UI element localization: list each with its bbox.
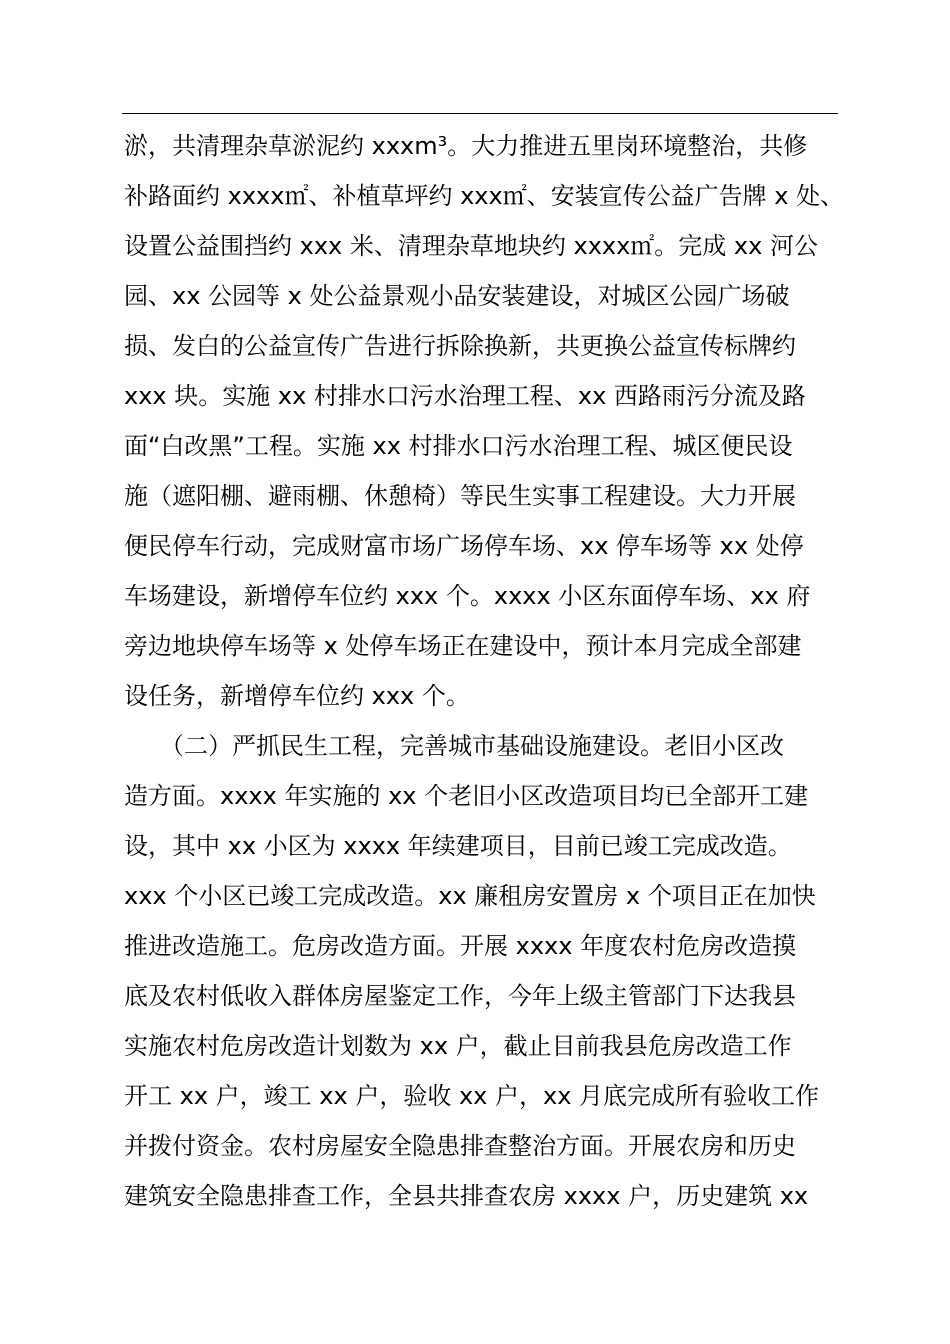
header-rule xyxy=(122,113,838,114)
text-line: 底及农村低收入群体房屋鉴定工作，今年上级主管部门下达我县 xyxy=(124,982,796,1010)
text-line: 损、发白的公益宣传广告进行拆除换新，共更换公益宣传标牌约 xyxy=(124,332,796,360)
text-line: 设，其中 xx 小区为 xxxx 年续建项目，目前已竣工完成改造。 xyxy=(124,832,792,860)
text-line: 并拨付资金。农村房屋安全隐患排查整治方面。开展农房和历史 xyxy=(124,1132,796,1160)
text-line: 设任务，新增停车位约 xxx 个。 xyxy=(124,682,470,710)
text-line: 施（遮阳棚、避雨棚、休憩椅）等民生实事工程建设。大力开展 xyxy=(124,482,796,510)
text-line: 推进改造施工。危房改造方面。开展 xxxx 年度农村危房改造摸 xyxy=(124,932,797,960)
text-line: 开工 xx 户，竣工 xx 户，验收 xx 户，xx 月底完成所有验收工作 xyxy=(124,1082,820,1110)
text-line: 实施农村危房改造计划数为 xx 户，截止目前我县危房改造工作 xyxy=(124,1032,792,1060)
text-line: 建筑安全隐患排查工作，全县共排查农房 xxxx 户，历史建筑 xx xyxy=(124,1182,809,1210)
text-line: 车场建设，新增停车位约 xxx 个。xxxx 小区东面停车场、xx 府 xyxy=(124,582,811,610)
text-line: 便民停车行动，完成财富市场广场停车场、xx 停车场等 xx 处停 xyxy=(124,532,804,560)
text-line: 补路面约 xxxx㎡、补植草坪约 xxx㎡、安装宣传公益广告牌 x 处、 xyxy=(124,182,845,210)
text-line: xxx 块。实施 xx 村排水口污水治理工程、xx 西路雨污分流及路 xyxy=(124,382,806,410)
text-line: 旁边地块停车场等 x 处停车场正在建设中，预计本月完成全部建 xyxy=(124,632,802,660)
text-line: 面“白改黑”工程。实施 xx 村排水口污水治理工程、城区便民设 xyxy=(124,432,793,460)
text-line: xxx 个小区已竣工完成改造。xx 廉租房安置房 x 个项目正在加快 xyxy=(124,882,816,910)
text-line: 造方面。xxxx 年实施的 xx 个老旧小区改造项目均已全部开工建 xyxy=(124,782,809,810)
text-line: 园、xx 公园等 x 处公益景观小品安装建设，对城区公园广场破 xyxy=(124,282,790,310)
text-line: 淤，共清理杂草淤泥约 xxxm³。大力推进五里岗环境整治，共修 xyxy=(124,132,808,160)
section-heading-line: （二）严抓民生工程，完善城市基础设施建设。老旧小区改 xyxy=(124,732,784,760)
text-line: 设置公益围挡约 xxx 米、清理杂草地块约 xxxx㎡。完成 xx 河公 xyxy=(124,232,818,260)
body-text xyxy=(124,121,845,1221)
